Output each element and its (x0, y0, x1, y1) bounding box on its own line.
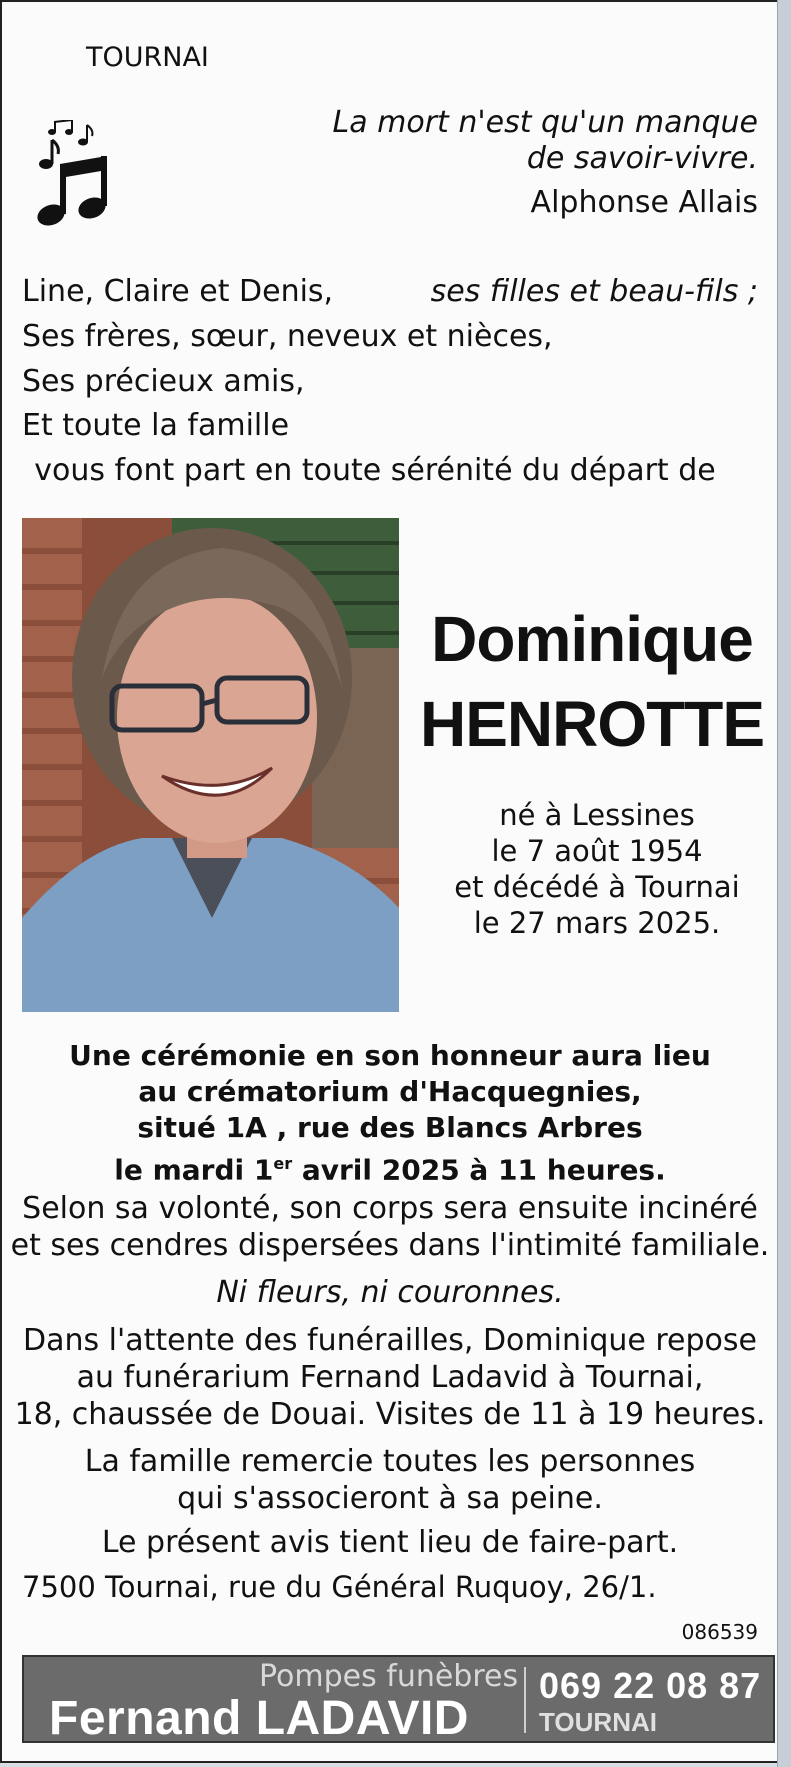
ceremony-date-post: avril 2025 à 11 heures. (292, 1153, 666, 1187)
cremation-line: Selon sa volonté, son corps sera ensuite incinéré (22, 1191, 758, 1226)
family-line: Ses précieux amis, (22, 364, 305, 399)
birth-line: né à Lessines (499, 798, 695, 832)
quote-line: La mort n'est qu'un manque (332, 105, 758, 140)
visit-line: au funérarium Fernand Ladavid à Tournai, (76, 1360, 704, 1395)
funeral-home-phone: 069 22 08 87 (539, 1665, 762, 1706)
funeral-home-city: TOURNAI (539, 1707, 657, 1737)
page-edge (777, 0, 791, 1767)
thanks-line: qui s'associeront à sa peine. (177, 1481, 603, 1516)
cremation-line: et ses cendres dispersées dans l'intimité familiale. (10, 1228, 770, 1263)
death-line: le 27 mars 2025. (473, 906, 721, 940)
notice-line: Le présent avis tient lieu de faire-part. (101, 1525, 679, 1560)
funeral-home-name: Fernand LADAVID (49, 1692, 469, 1745)
quote (333, 105, 759, 177)
ceremony-date-pre: le mardi 1 (114, 1153, 274, 1187)
family-role: ses filles et beau-fils ; (430, 274, 758, 309)
announcement: vous font part en toute sérénité du départ de (34, 453, 716, 488)
music-notes-icon (32, 120, 127, 245)
funeral-home-banner (22, 1655, 775, 1743)
life-dates (432, 797, 762, 941)
quote-line: de savoir-vivre. (526, 141, 758, 176)
banner-divider (524, 1667, 526, 1733)
family-line: Et toute la famille (22, 408, 290, 443)
ceremony-date-sup: er (273, 1154, 293, 1173)
ceremony-line: situé 1A , rue des Blancs Arbres (137, 1111, 643, 1144)
ceremony-line: au crématorium d'Hacquegnies, (138, 1075, 642, 1108)
birth-line: le 7 août 1954 (491, 834, 703, 868)
thanks-info (2, 1443, 778, 1517)
thanks-line: La famille remercie toutes les personnes (84, 1444, 696, 1479)
ceremony-line (2, 1146, 778, 1188)
death-line: et décédé à Tournai (454, 870, 740, 904)
family-address: 7500 Tournai, rue du Général Ruquoy, 26/1. (22, 1570, 657, 1604)
family-line: Ses frères, sœur, neveux et nièces, (22, 319, 553, 354)
family-line: Line, Claire et Denis, (22, 274, 334, 309)
cremation-info (2, 1190, 778, 1264)
ceremony-line: Une cérémonie en son honneur aura lieu (69, 1039, 711, 1072)
deceased-last-name: HENROTTE (420, 688, 764, 760)
flowers-note: Ni fleurs, ni couronnes. (216, 1275, 564, 1310)
reference-number: 086539 (681, 1620, 758, 1644)
funeral-home-tagline: Pompes funèbres (259, 1659, 519, 1694)
visit-info (2, 1322, 778, 1433)
visit-line: Dans l'attente des funérailles, Dominique repose (22, 1323, 757, 1358)
header-city: TOURNAI (86, 42, 209, 73)
visit-line: 18, chaussée de Douai. Visites de 11 à 19 heures. (14, 1397, 766, 1432)
portrait-photo (22, 518, 399, 1012)
deceased-first-name: Dominique (431, 603, 753, 675)
quote-author: Alphonse Allais (530, 185, 758, 220)
ceremony-info (2, 1038, 778, 1188)
